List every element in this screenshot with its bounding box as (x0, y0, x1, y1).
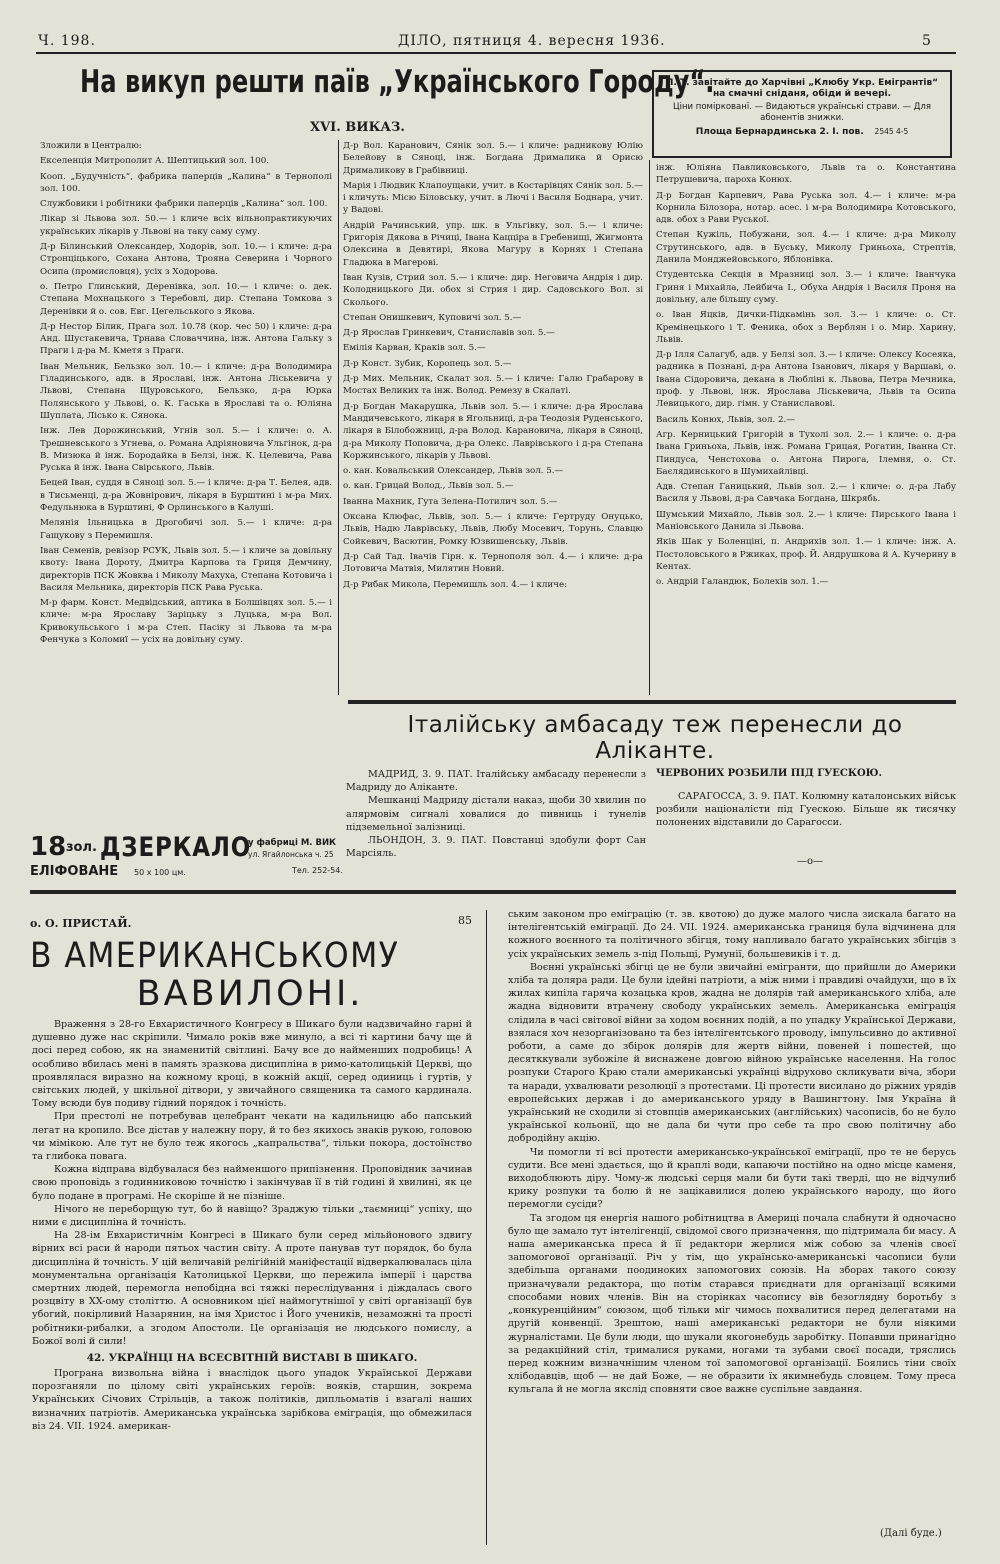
news-top-rule (348, 700, 956, 704)
article-continued: (Далі буде.) (880, 1528, 942, 1539)
mirror-ad-phone: Тел. 252-54. (292, 866, 343, 875)
donation-entry: Яків Шак у Боленціні, п. Андрихів зол. 1.— і кличе: інж. А. Постоловського в Ржиках, проф. Й. Андрушкова й А. Кучерину в Кентах. (656, 537, 956, 572)
article-paragraph: Кожна відправа відбувалася без найменшого припізнення. Проповідник зачинав свою проповідь з годинниковою точністю і закінчував її в тій годині й хвилині, як це було подане в програмі. Не скоріше й не пізніше. (32, 1164, 472, 1202)
donation-entry: Д-р Вол. Каранович, Сянік зол. 5.— і кличе: радникову Юлію Белейову в Сяноці, інж. Богдана Дрималика й Орисю Дрималикову в Грабівниці. (343, 141, 643, 176)
donation-entry: Студентська Секція в Мразниці зол. 3.— і кличе: Іванчука Гриня і Михайла, Лейбича І., Обуха Андрія і Василя Проня на довільну, але більшу суму. (656, 270, 956, 305)
news-italy-headline: Італійську амбасаду теж перенесли до Аліканте. (407, 712, 903, 764)
donation-entry: Іван Кузів, Стрий зол. 5.— і кличе: дир. Неговича Андрія і дир. Колодницького Ди. обох зі Стрия і дир. Садовського Вол. зі Сколього. (343, 272, 643, 308)
section-divider (30, 890, 956, 894)
news-red-headline: ЧЕРВОНИХ РОЗБИЛИ ПІД ГУЕСКОЮ. (656, 768, 883, 779)
cafe-ad-address: Площа Бернардинська 2. І. пов. (695, 127, 864, 137)
article-number: 85 (458, 914, 472, 927)
donation-entry: Шумський Михайло, Львів зол. 2.— і кличе: Пирського Івана і Маніовського Данила зі Львова. (656, 509, 956, 533)
donation-entry: Д-р Богдан Макарушка, Львів зол. 5.— і кличе: д-ра Ярослава Мандичевського, лікаря в Ягольниці, д-ра Теодозія Руденського, лікаря в Білобожниці, д-ра Волод. Карановича, лікаря в Сяноці, д-ра Миколу Поповича, д-ра Олекс. Лаврівського і д-ра Степана Коржинського, лікарів у Львові. (343, 401, 643, 461)
donation-entry: Екселенція Митрополит А. Шептицький зол. 100. (40, 156, 270, 167)
donation-entry: Адв. Степан Ганицький, Львів зол. 2.— і кличе: о. д-ра Лабу Василя у Львові, д-ра Савчака Богдана, Шкрябь. (656, 482, 956, 505)
donation-entry: Емілія Карван, Краків зол. 5.— (343, 343, 486, 354)
cafe-ad (652, 70, 952, 158)
donations-column-2 (343, 140, 643, 695)
banner-subtitle: XVI. ВИКАЗ. (310, 120, 405, 135)
donation-entry: Інж. Лев Дорожинський, Угнів зол. 5.— і кличе: о. А. Трешневського з Угнева, о. Романа Адріяновича Ульгінок, д-ра В. Мизюка й інж. Бородайка в Белзі, інж. К. Целевича, Рава Руська й інж. Івана Свірського, Львів. (40, 426, 332, 474)
donation-entry: Д-р Сай Тад. Івачів Гірн. к. Тернополя зол. 4.— і кличе: д-ра Лотовича Матвія, Милятин Новий. (343, 551, 643, 575)
donation-entry: Бецей Іван, суддя в Сяноці зол. 5.— і кличе: д-ра Т. Белея, адв. в Тисьменці, д-ра Жовнірович, лікаря в Бурштині і м-ра Мих. Федульнюка в Бурштині, Ф Орлинського в Калуші. (40, 478, 332, 514)
donation-entry: Андрій Рачинський, упр. шк. в Ульгівку, зол. 5.— і кличе: Григорія Дякова в Річиці, Івана Кацціра в Гребенищі, Жигмонта Олексина в Девятирі, Якова Магуру в Корнях і Степана Гладюка в Магерові. (343, 220, 643, 268)
donation-entry: Іван Семенів, ревізор РСУК, Львів зол. 5.— і кличе за довільну квоту: Івана Дороту, Дмитра Карпова та Гриця Демчину, директорів ПСК Жовква і Миколу Махуха, Степана Котовича і Василя Мельника, директорів ПСК Рава Руська. (40, 545, 332, 593)
donation-entry: Марія і Людвик Клапоущаки, учит. в Костарівцях Сянік зол. 5.— і кличуть: Місю Біловську, учит. в Лючі і Василя Боднара, учит. у Вадові. (343, 180, 643, 216)
donation-entry: о. кан. Ковальський Олександер, Львів зол. 5.— (343, 466, 564, 477)
donation-entry: інж. Юліяна Павликовського, Львів та о. Константина Петрушевича, пароха Конюх. (656, 163, 956, 186)
article-column-2 (508, 908, 956, 1538)
mirror-ad-product: ДЗЕРКАЛО (100, 832, 252, 863)
donation-entry: о. Андрій Галандюк, Болехів зол. 1.— (656, 577, 829, 588)
article-paragraph: Воєнні українські збігці це не були звичайні емігранти, що прийшли до Америки хліба та доляра ради. Це були ідейні патріоти, а між ними і правдиві очайдухи, що в їх жилах кипіла гаряча козацька кров, жадна не долярів тай американського хліба, але жадна відновити втрачену свободу українських земель. Американська еміграція слідила в часі світової війни за ходом воєнних подій, а по упадку Української Держави, взялася хоч незорганізовано та без інтелігентського проводу, імпульсивно до активної роботи, а саме до збірок долярів для жертв війни, повеней і пошестей, що десятккували зубожіле й виснажене довгою війною українське населення. На голос розпуки Старого Краю стали американські українці відрухово скликувати віча, збори та наради, ухвалювати резолюції з протестами. Ці протести висилано до ріжних урядів европейських держав і до американського уряду в Вашингтону. Імя Україна й український не сходили зі стовпців американських (англійських) часописів, бо не було української кольонії, що не дала би чути про себе та про свою політичну або добродійну акцію. (508, 961, 956, 1145)
mirror-ad (30, 832, 343, 882)
news-red-para-1: САРАГОССА, 3. 9. ПАТ. Колюмну каталонських військ розбили націоналісти під Гуескою. Більше як тисячку полонених відставили до Сарагосси. (656, 791, 956, 829)
donation-entry: о. Іван Яцків, Дички-Підкамінь зол. 3.— і кличе: о. Ст. Кремінецького і Т. Феника, обох з Верблян і о. Мир. Харину, Львів. (656, 310, 956, 345)
section-heading: 42. УКРАЇНЦІ НА ВСЕСВІТНІЙ ВИСТАВІ В ШИКАГО. (86, 1352, 418, 1365)
donation-entry: Оксана Клюфас, Львів, зол. 5.— і кличе: Гертруду Онуцько, Львів, Надю Лаврівську, Львів, Любу Мосевич, Торунь, Славцю Сойкевич, Васютин, Ромку Юзвишенську, Львів. (343, 512, 643, 547)
donation-entry: Д-р Білинський Олександер, Ходорів, зол. 10.— і кличе: д-ра Стронціцького, Сохана Антона, Трояна Северина і Чорного Осипа (промисловця), усіх з Ходорова. (40, 242, 332, 277)
mirror-ad-size: 50 x 100 цм. (134, 868, 186, 877)
column-divider-1 (338, 140, 339, 695)
donation-entry: о. кан. Грицай Волод., Львів зол. 5.— (343, 481, 514, 492)
news-italy-para-2: Мешканці Мадриду дістали наказ, щоби 30 хвилин по алярмовім сигналі ховалися до пивниць і тунелів підземельної залізниці. (346, 795, 646, 833)
article-column-divider (486, 910, 487, 1545)
mirror-ad-factory-2: ул. Ягайлонська ч. 25 (248, 850, 334, 859)
issue-number: Ч. 198. (38, 33, 96, 49)
donation-entry: М-р фарм. Конст. Медвідський, аптика в Болшівцях зол. 5.— і кличе: м-ра Ярославу Заріцьку з Луцька, м-ра Вол. Кривокульського і м-ра Степ. Пасіку зі Львова та м-ра Фенчука з Коломиї — усіх на довільну суму. (40, 598, 332, 645)
donation-entry: Д-р Мих. Мельник, Скалат зол. 5.— і кличе: Галю Грабарову в Мостах Великих та інж. Волод. Ремезу в Скалаті. (343, 374, 643, 397)
cafe-ad-text: П. Т. завітайте до Харчівні „Клюбу Укр. Емігрантів“ на смачні сніданя, обіди й вечері. (665, 78, 939, 99)
donation-entry: о. Петро Глинський, Деренівка, зол. 10.— і кличе: о. дек. Степана Мохнацького з Теребовлі, дир. Степана Томкова з Деренівки й о. сов. Евг. Цегельського з Якова. (40, 281, 332, 317)
donation-entry: Д-р Ярослав Гринкевич, Станиславів зол. 5.— (343, 328, 555, 339)
donation-entry: Зложили в Централю: (40, 141, 142, 151)
donation-entry: Василь Конюх, Львів, зол. 2.— (656, 414, 796, 425)
mirror-ad-factory-1: у фабриці М. ВИК (248, 838, 337, 848)
donation-entry: Д-р Конст. Зубик, Коропець зол. 5.— (343, 358, 512, 369)
donation-entry: Кооп. „Будучність“, фабрика паперців „Калина“ в Тернополі зол. 100. (40, 171, 332, 194)
article-paragraph: ським законом про еміграцію (т. зв. квотою) до дуже малого числа зискала багато на інтелігентській еміграції. До 24. VII. 1924. американська границя була відчинена для кожного воєнного та політичного збігця, тому напливало багато українських збігців з усіх українських земель з-під Польщі, Румунії, большевиків і т. д. (508, 909, 956, 960)
cafe-ad-code: 2545 4-5 (874, 127, 909, 136)
banner-title: На викуп решти паїв „Українського Городу“. (80, 64, 715, 100)
donation-entry: Д-р Ілля Салагуб, адв. у Белзі зол. 3.— і кличе: Олексу Косеяка, радника в Познані, д-ра Антона Ізанович, лікаря у Варшаві, о. Івана Сідоровича, декана в Любліні к. Львова, Петра Мечника, проф. у Львові, інж. Ярослава Ліськевича, Львів та Осипа Левицького, дир. гімн. у Станиславові. (656, 350, 956, 410)
mirror-ad-price: 18 (30, 832, 67, 862)
news-red-body (656, 790, 956, 830)
news-italy-para-1: МАДРИД, 3. 9. ПАТ. Італійську амбасаду перенесли з Мадриду до Аліканте. (346, 769, 646, 794)
article-paragraph: Враження з 28-го Евхаристичного Конгресу в Шикаго були надзвичайно гарні й душевно дуже нас скріпили. Чимало років вже минуло, а всі ті картини бачу ще й досі перед собою, як на знаменитій світлині. Бачу все до найменших подробиць! А особливо вбилась мені в память зразкова дисципліна в римо-католицькій Церкві, що проявлялася виразно на кожному кроці, в кожній акції, серед одиниць і гуртів, у світських людей, у шкільної дітвори, у звичайного священика та самого кардинала. Тому всюди був подиву гідний порядок і точність. (32, 1019, 472, 1110)
mirror-ad-finish: ЕЛІФОВАНЕ (30, 864, 119, 879)
donation-entry: Д-р Нестор Білик, Прага зол. 10.78 (кор. чес 50) і кличе: д-ра Анд. Шустакевича, Трнава Словаччина, інж. Антона Гальку з Праги і д-ра М. Кметя з Праги. (40, 321, 332, 357)
donation-entry: Іван Мельник, Бельзко зол. 10.— і кличе: д-ра Володимира Гіладинського, адв. в Ярославі, інж. Антона Ліськевича у Львові, Степана Щуровського, Бельзко, д-ра Юрка Полянського у Львові, о. К. Гаська в Ярославі та о. Юліяна Шуплата, Лісько к. Сянока. (40, 361, 332, 421)
masthead: ДІЛО, пятниця 4. вересня 1936. (398, 33, 666, 49)
article-paragraph: При престолі не потребував целебрант чекати на кадильницю або папський легат на кропило. Все дістав у належну пору, й то без якихось знаків рукою, головою чи мімікою. Але тут не було теж якогось „капральства“, тільки покора, достоїнство та глибока повага. (32, 1111, 472, 1163)
donations-column-3 (656, 162, 956, 692)
donation-entry: Степан Онишкевич, Куповичі зол. 5.— (343, 312, 522, 323)
cafe-ad-prices: Ціни поміркованї. — Видаються українські страви. — Для абонентів знижки. (673, 102, 931, 123)
article-column-1 (32, 1018, 472, 1558)
donation-entry: Д-р Богдан Карпевич, Рава Руська зол. 4.— і кличе: м-ра Корнила Білозора, нотар. асес. і м-ра Володимира Котовського, адв. обох з Рави Руської. (656, 190, 956, 226)
donation-entry: Д-р Рибак Микола, Перемишль зол. 4.— і кличе: (343, 579, 568, 590)
news-ornament: —o— (796, 856, 824, 867)
donation-entry: Службовики і робітники фабрики паперців „Калина“ зол. 100. (40, 199, 328, 210)
article-author: о. О. ПРИСТАЙ. (30, 917, 132, 930)
news-italy-para-3: ЛЬОНДОН, 3. 9. ПАТ. Повстанці здобули форт Сан Марсіяль. (346, 835, 646, 860)
header-rule (36, 52, 956, 54)
mirror-ad-unit: зол. (66, 840, 97, 855)
news-italy-body (346, 768, 646, 860)
donation-entry: Мелянія Ільницька в Дрогобичі зол. 5.— і кличе: д-ра Гащукову з Перемишля. (40, 518, 332, 541)
donation-entry: Агр. Керницький Григорій в Тухолі зол. 2.— і кличе: о. д-ра Івана Гриньоха, Львів, інж. Романа Грицая, Рогатин, Іванна Ст. Пиндуса, Ченстохова о. Антона Пирога, Ілемня, о. Ст. Баєлядинського в Шумихайлівці. (656, 429, 956, 477)
article-paragraph: Та згодом ця енергія нашого робітництва в Америці почала слабнути й одночасно було ще замало тут інтелігенції, свідомої свого призначення, що підтримала би масу. А наша американська преса й її редактори жерлися між собою за членів своєї запомогової організації. Річ у тім, що українсько-американські часописи були здебільша органами поодиноких запомогових союзів. На зборах такого союзу призначували редактора, що потім старався приєднати для організації всякими способами нових членів. Він на сторінках часопису вів безоглядну боротьбу з „конкуренційним“ союзом, щоб тільки міг чимось похвалитися перед делегатами на другій конвенції. Зрештою, наші американські редактори не були ніякими журналістами. Це були люди, що шукали якогонебудь заробітку. Попавши принагідно за редакційний стіл, трималися руками, ногами та зубами своєї посади, тряслись перед кожним визначнішим членом тої запомогової організації. Боялись тіни своїх хлібодавців, щоб — не дай Боже, — не образити їх якимнебудь словцем. Тому преса кульгала й не могла якслід сповняти свое важне суспільне завдання. (508, 1212, 956, 1396)
donation-entry: Іванна Махник, Гута Зелена-Потилич зол. 5.— (343, 496, 558, 507)
column-divider-2 (649, 160, 650, 695)
article-paragraph: Програна визвольна війна і внаслідок цього упадок Української Держави порозганяли по цілому світі українських героїв: вояків, старшин, зокрема Українських Січових Стрільців, а також політиків, дипльоматів і взагалі наших визначних патріотів. Американська українська зарібкова еміграція, що обмежилася віз 24. VII. 1924. американ- (32, 1368, 472, 1432)
donation-entry: Лікар зі Львова зол. 50.— і кличе всіх вільнопрактикуючих українських лікарів у Львові на таку саму суму. (40, 214, 332, 237)
article-paragraph: Чи помогли ті всі протести американсько-української еміграції, про те не берусь судити. Все мені здається, що й краплі води, капаючи постійно на одно місце каменя, виходоблюють діру. Чому-ж людські серця мали би бути такі тверді, що не відчулиб крику розпуки та болю й не зацікавилися долею українського народу, що його перемогли сусіди? (508, 1146, 956, 1211)
donation-entry: Степан Кужіль, Побужани, зол. 4.— і кличе: д-ра Миколу Струтинського, адв. в Буську, Миколу Гриньоха, Стрептів, Данила Монджейовського, Яблонівка. (656, 230, 956, 266)
article-paragraph: На 28-ім Евхаристичнім Конгресі в Шикаго були серед мільйонового здвигу вірних всі раси й народи пятьох частин світу. А проте панував тут порядок, бо була дисципліна й точність. У цій величавій релігійній маніфестації відверкалювалась ціла монументальна організація Католицької Церкви, що пережила імперії і царства смертних людей, перемогла непобідна всі тяжкі переслідування і діждалась свого розцвіту в XX-ому століттю. А основником цієї наймогутнішої у світі організації був убогий, покірливий Назарянин, на імя Христос і Його учеників, незаможні та прості робітники-рибалки, а згодом Апостоли. Це організація не людського помислу, а Божої волі й сили! (32, 1230, 472, 1347)
article-paragraph: Нічого не переборщую тут, бо й навіщо? Зраджую тільки „таємниці“ успіху, що ними є дисципліна й точність. (32, 1203, 472, 1229)
donations-column-1 (40, 140, 332, 800)
article-title-line-2: ВАВИЛОНІ. (136, 974, 364, 1014)
article-title-line-1: В АМЕРИКАНСЬКОМУ (30, 936, 400, 976)
page-number: 5 (922, 33, 932, 49)
